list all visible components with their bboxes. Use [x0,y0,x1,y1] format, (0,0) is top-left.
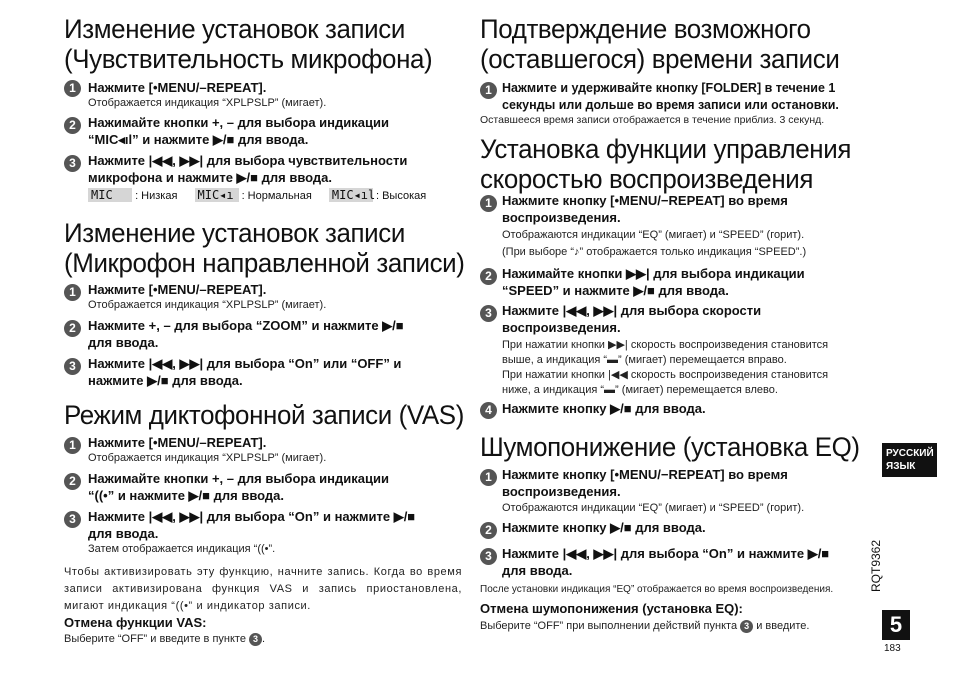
step-number: 4 [480,402,497,419]
step-number: 2 [64,320,81,337]
section-title-playback-speed: Установка функции управления скоростью воспроизведения [480,134,851,194]
vas-cancel-title: Отмена функции VAS: [64,615,207,630]
step-number: 3 [480,548,497,565]
step-ref-badge: 3 [740,620,753,633]
mic-normal-icon: MIC◂ı [195,188,239,202]
section-title-zoom-mic: Изменение установок записи (Микрофон направленной записи) [64,218,465,278]
vas-description: Чтобы активизировать эту функцию, начните запись. Когда во время записи активизирована функция VAS и запись приостановлена, мигают индикация “((•” и индикатор записи. [64,566,462,612]
step-number: 2 [64,473,81,490]
step-number: 3 [64,511,81,528]
step-number: 3 [64,358,81,375]
step-number: 1 [480,195,497,212]
vas-cancel-text: Выберите “OFF” и введите в пункте 3 . [64,633,266,645]
eq-cancel-text: Выберите “OFF” при выполнении действий пункта 3 и введите. [480,620,810,632]
sensitivity-legend: MIC : Низкая MIC◂ı : Нормальная MIC◂ıl : Высокая [88,188,426,202]
model-code: RQT9362 [869,539,883,592]
step-number: 2 [480,522,497,539]
page-badge: 5 [882,610,910,640]
eq-note: После установки индикация “EQ” отображается во время воспроизведения. [480,584,834,595]
step-number: 1 [64,80,81,97]
page-number: 183 [884,643,901,654]
step-number: 2 [64,117,81,134]
section-title-vas: Режим диктофонной записи (VAS) [64,400,464,430]
step-ref-badge: 3 [249,633,262,646]
eq-cancel-title: Отмена шумопонижения (установка EQ): [480,601,743,616]
section-title-mic-sensitivity: Изменение установок записи (Чувствительность микрофона) [64,14,433,74]
language-tab: РУССКИЙ ЯЗЫК [882,443,937,477]
step-number: 3 [480,305,497,322]
step-number: 1 [64,437,81,454]
section-title-remaining-time: Подтверждение возможного (оставшегося) времени записи [480,14,840,74]
mic-low-icon: MIC [88,188,132,202]
step-number: 1 [480,82,497,99]
step-number: 3 [64,155,81,172]
step-number: 2 [480,268,497,285]
mic-high-icon: MIC◂ıl [329,188,373,202]
step-number: 1 [64,284,81,301]
step-number: 1 [480,469,497,486]
remaining-time-note: Оставшееся время записи отображается в течение приблиз. 3 секунд. [480,114,825,126]
section-title-eq: Шумопонижение (установка EQ) [480,432,860,462]
